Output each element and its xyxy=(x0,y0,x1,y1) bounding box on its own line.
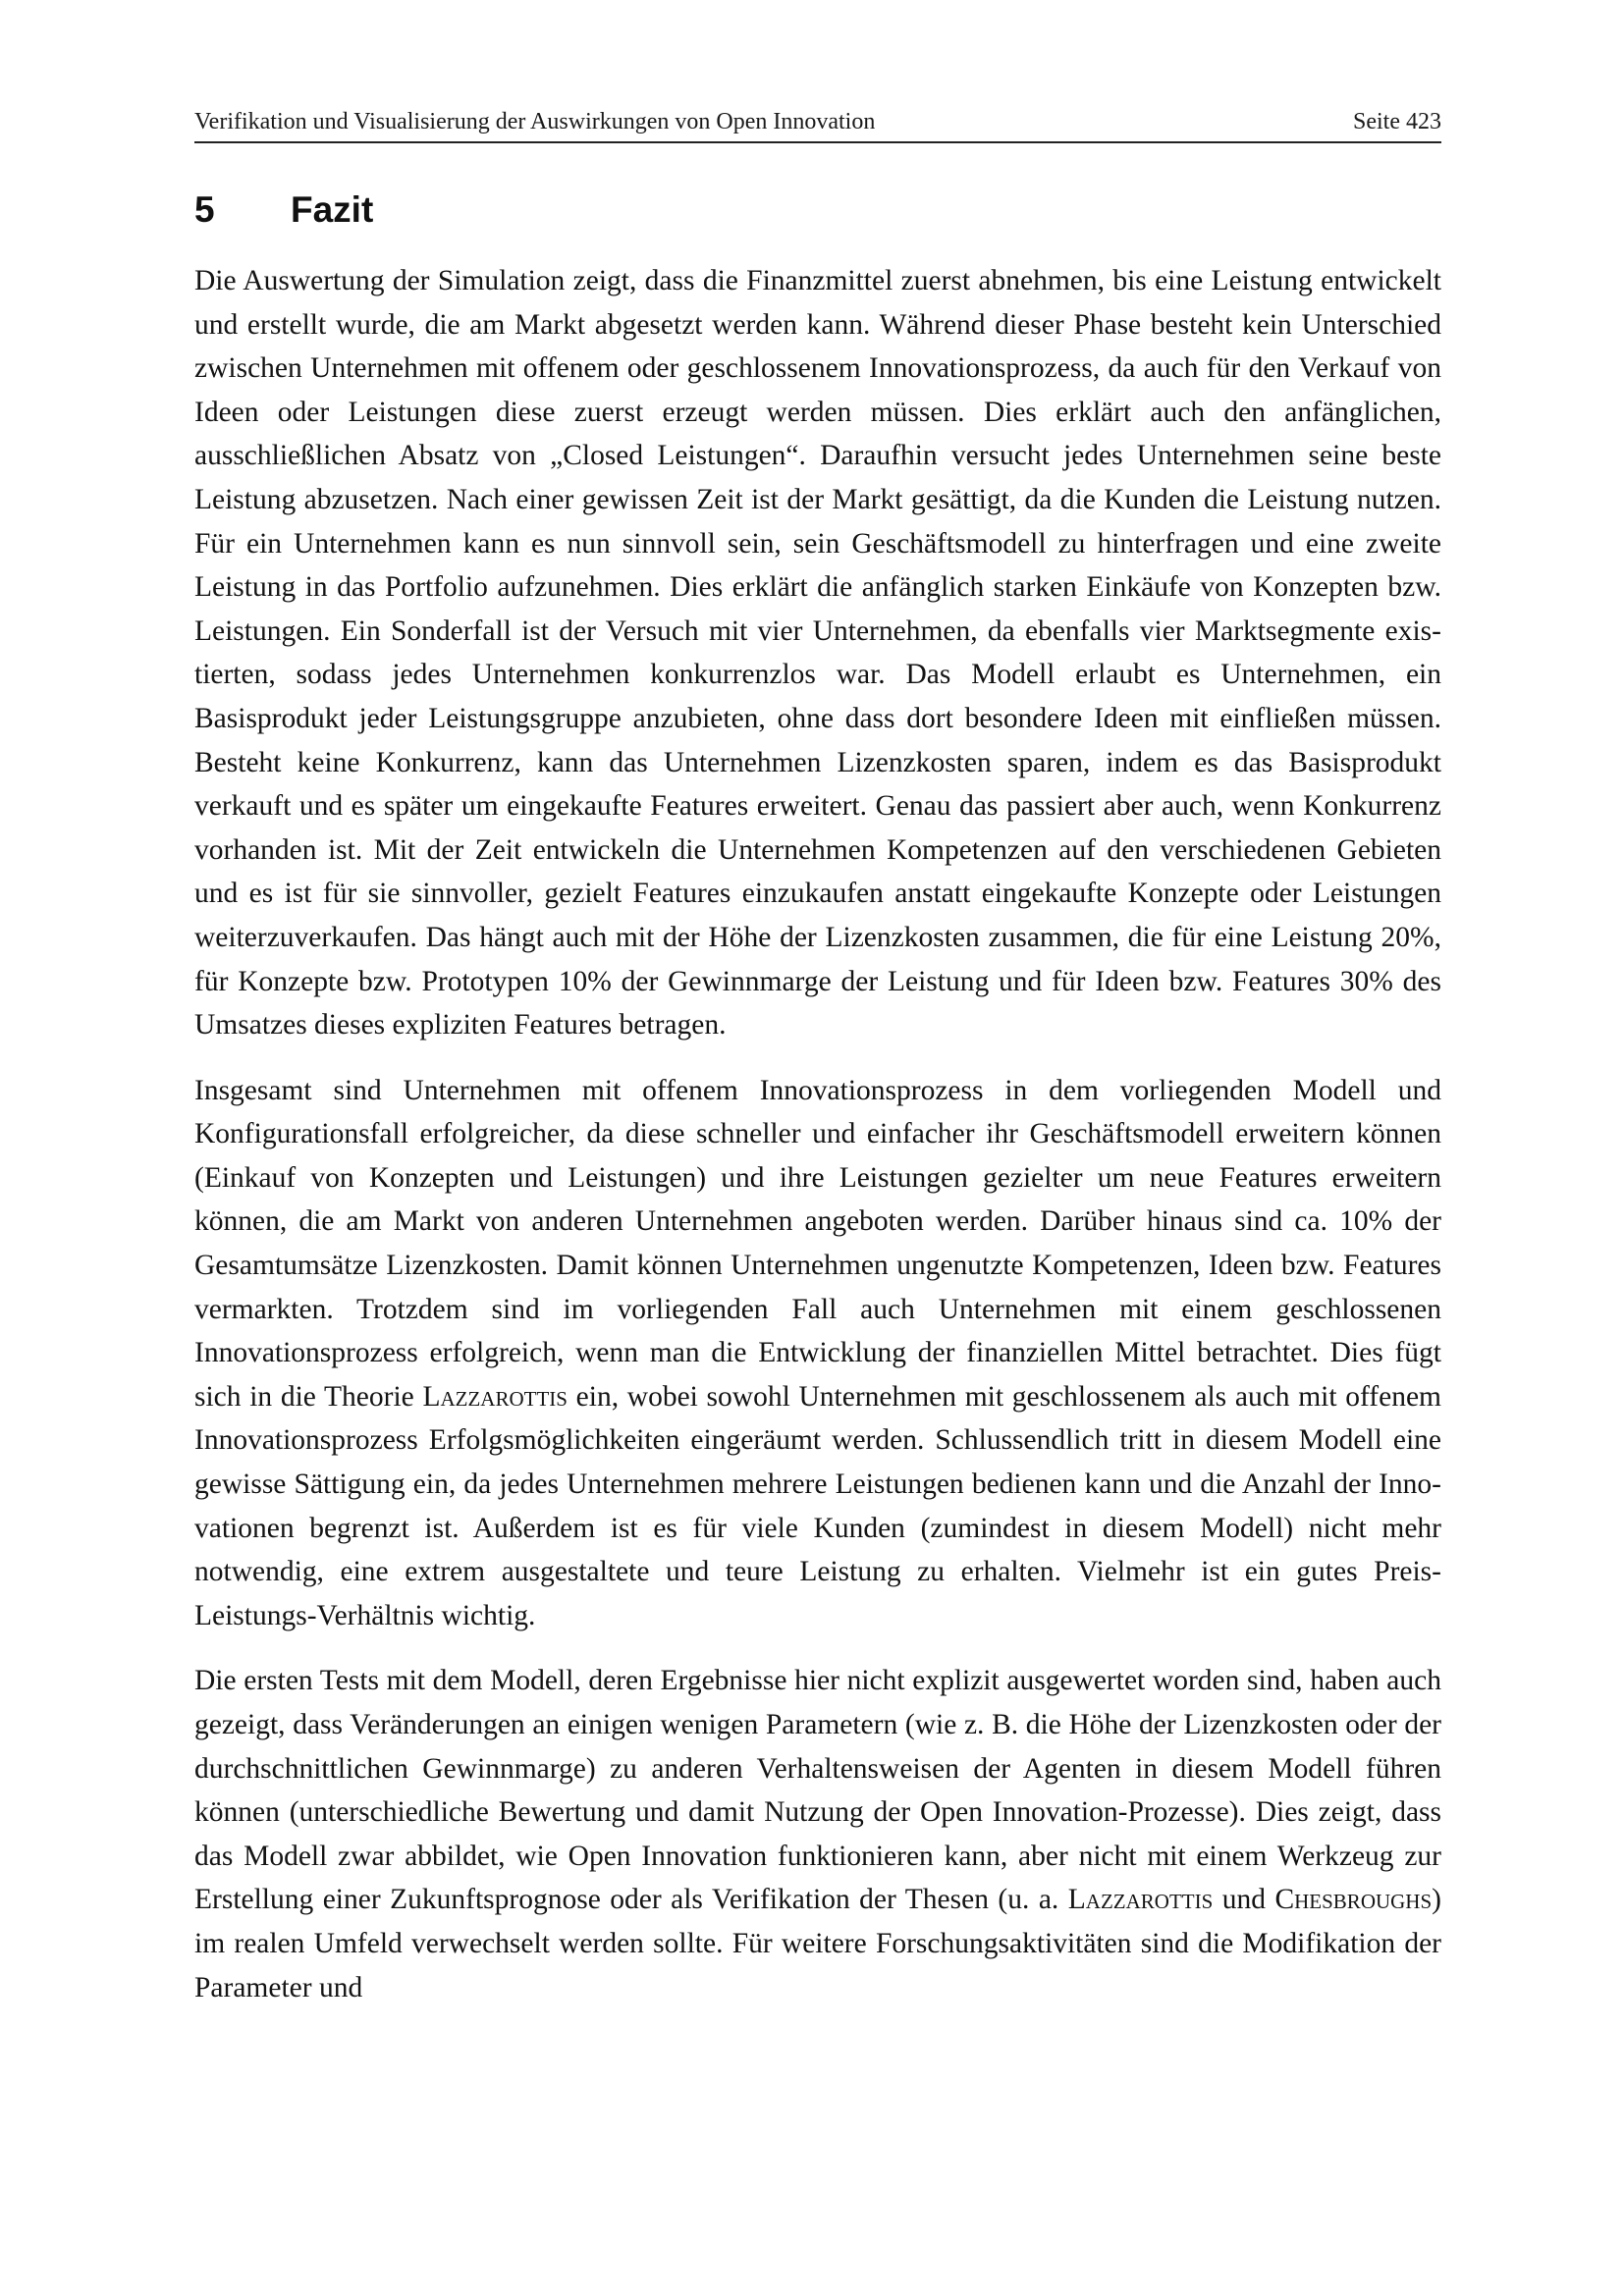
paragraph-3: Die ersten Tests mit dem Modell, deren Ergebnisse hier nicht explizit ausgewertet worden sind, haben auch gezeigt, dass Veränderungen an einigen wenigen Parametern (wie z. B. die Höhe der Lizenzkosten oder der durchschnittlichen Gewinnmarge) zu anderen Verhaltensweisen der Agenten in diesem Modell führen können (unterschiedliche Bewertung und damit Nutzung der Open Innovation-Prozesse). Dies zeigt, dass das Modell zwar abbildet, wie Open Innovation funktionieren kann, aber nicht mit einem Werkzeug zur Erstellung einer Zukunftsprognose oder als Verifikation der Thesen (u. a. Lazzarottis und Chesbroughs) im realen Umfeld verwechselt werden sollte. Für weitere Forschungsaktivitäten sind die Modifikation der Parameter und xyxy=(194,1665,1441,2003)
paragraph-2: Insgesamt sind Unternehmen mit offenem Innovationsprozess in dem vorliegenden Modell und Konfigurationsfall erfolgreicher, da diese schneller und einfacher ihr Geschäftsmodell erweitern können (Einkauf von Konzepten und Leistungen) und ihre Leistungen gezielter um neue Features erweitern können, die am Markt von anderen Unternehmen angeboten werden. Darüber hinaus sind ca. 10% der Gesamtumsätze Lizenzkosten. Damit können Unternehmen ungenutzte Kompetenzen, Ideen bzw. Features vermarkten. Trotzdem sind im vorliegenden Fall auch Unternehmen mit einem geschlossenen Innovationsprozess erfolgreich, wenn man die Entwicklung der finanziellen Mittel betrachtet. Dies fügt sich in die Theorie Lazzarottis ein, wobei sowohl Unternehmen mit geschlossenem als auch mit offenem Innovationsprozess Erfolgsmöglichkeiten eingeräumt werden. Schlussendlich tritt in diesem Modell eine gewisse Sättigung ein, da jedes Unternehmen mehrere Leistungen bedienen kann und die Anzahl der Innovationen begrenzt ist. Außerdem ist es für viele Kunden (zumindest in diesem Modell) nicht mehr notwendig, eine extrem ausgestaltete und teure Leistung zu erhalten. Vielmehr ist ein gutes Preis-Leistungs-Verhältnis wichtig. xyxy=(194,1074,1441,1631)
body-text xyxy=(194,259,1441,2009)
author-name: Lazzarottis xyxy=(422,1380,568,1413)
section-heading xyxy=(194,188,1441,232)
running-title: Verifikation und Visualisierung der Auswirkungen von Open Innovation xyxy=(194,109,876,134)
author-name: Chesbroughs xyxy=(1274,1884,1433,1916)
section-number: 5 xyxy=(194,189,215,230)
author-name: Lazzarottis xyxy=(1067,1884,1214,1916)
document-page xyxy=(194,108,1441,2031)
section-title: Fazit xyxy=(291,189,374,230)
running-header xyxy=(194,108,1441,143)
page-number: Seite 423 xyxy=(1353,109,1441,134)
paragraph-1: Die Auswertung der Simulation zeigt, dass die Finanzmittel zuerst abnehmen, bis eine Leistung entwickelt und erstellt wurde, die am Markt abgesetzt werden kann. Während dieser Phase besteht kein Unterschied zwischen Unternehmen mit offenem oder geschlossenem Innovationsprozess, da auch für den Verkauf von Ideen oder Leistungen diese zuerst erzeugt werden müssen. Dies erklärt auch den anfänglichen, ausschließlichen Absatz von „Closed Leistungen“. Daraufhin versucht jedes Unternehmen seine beste Leistung abzusetzen. Nach einer gewissen Zeit ist der Markt gesättigt, da die Kunden die Leistung nutzen. Für ein Unternehmen kann es nun sinnvoll sein, sein Geschäftsmodell zu hinterfragen und eine zweite Leistung in das Portfolio aufzunehmen. Dies erklärt die anfänglich starken Einkäufe von Konzepten bzw. Leistungen. Ein Sonderfall ist der Versuch mit vier Unternehmen, da ebenfalls vier Marktsegmente existierten, sodass jedes Unternehmen konkurrenzlos war. Das Modell erlaubt es Unternehmen, ein Basisprodukt jeder Leistungsgruppe anzubieten, ohne dass dort besondere Ideen mit einfließen müssen. Besteht keine Konkurrenz, kann das Unternehmen Lizenzkosten sparen, indem es das Basisprodukt verkauft und es später um eingekaufte Features erweitert. Genau das passiert aber auch, wenn Konkurrenz vorhanden ist. Mit der Zeit entwickeln die Unternehmen Kompetenzen auf den verschiedenen Gebieten und es ist für sie sinnvoller, gezielt Features einzukaufen anstatt eingekaufte Konzepte oder Leistungen weiterzuverkaufen. Das hängt auch mit der Höhe der Lizenzkosten zusammen, die für eine Leistung 20%, für Konzepte bzw. Prototypen 10% der Gewinnmarge der Leistung und für Ideen bzw. Features 30% des Umsatzes dieses expliziten Features betragen. xyxy=(194,265,1441,1041)
